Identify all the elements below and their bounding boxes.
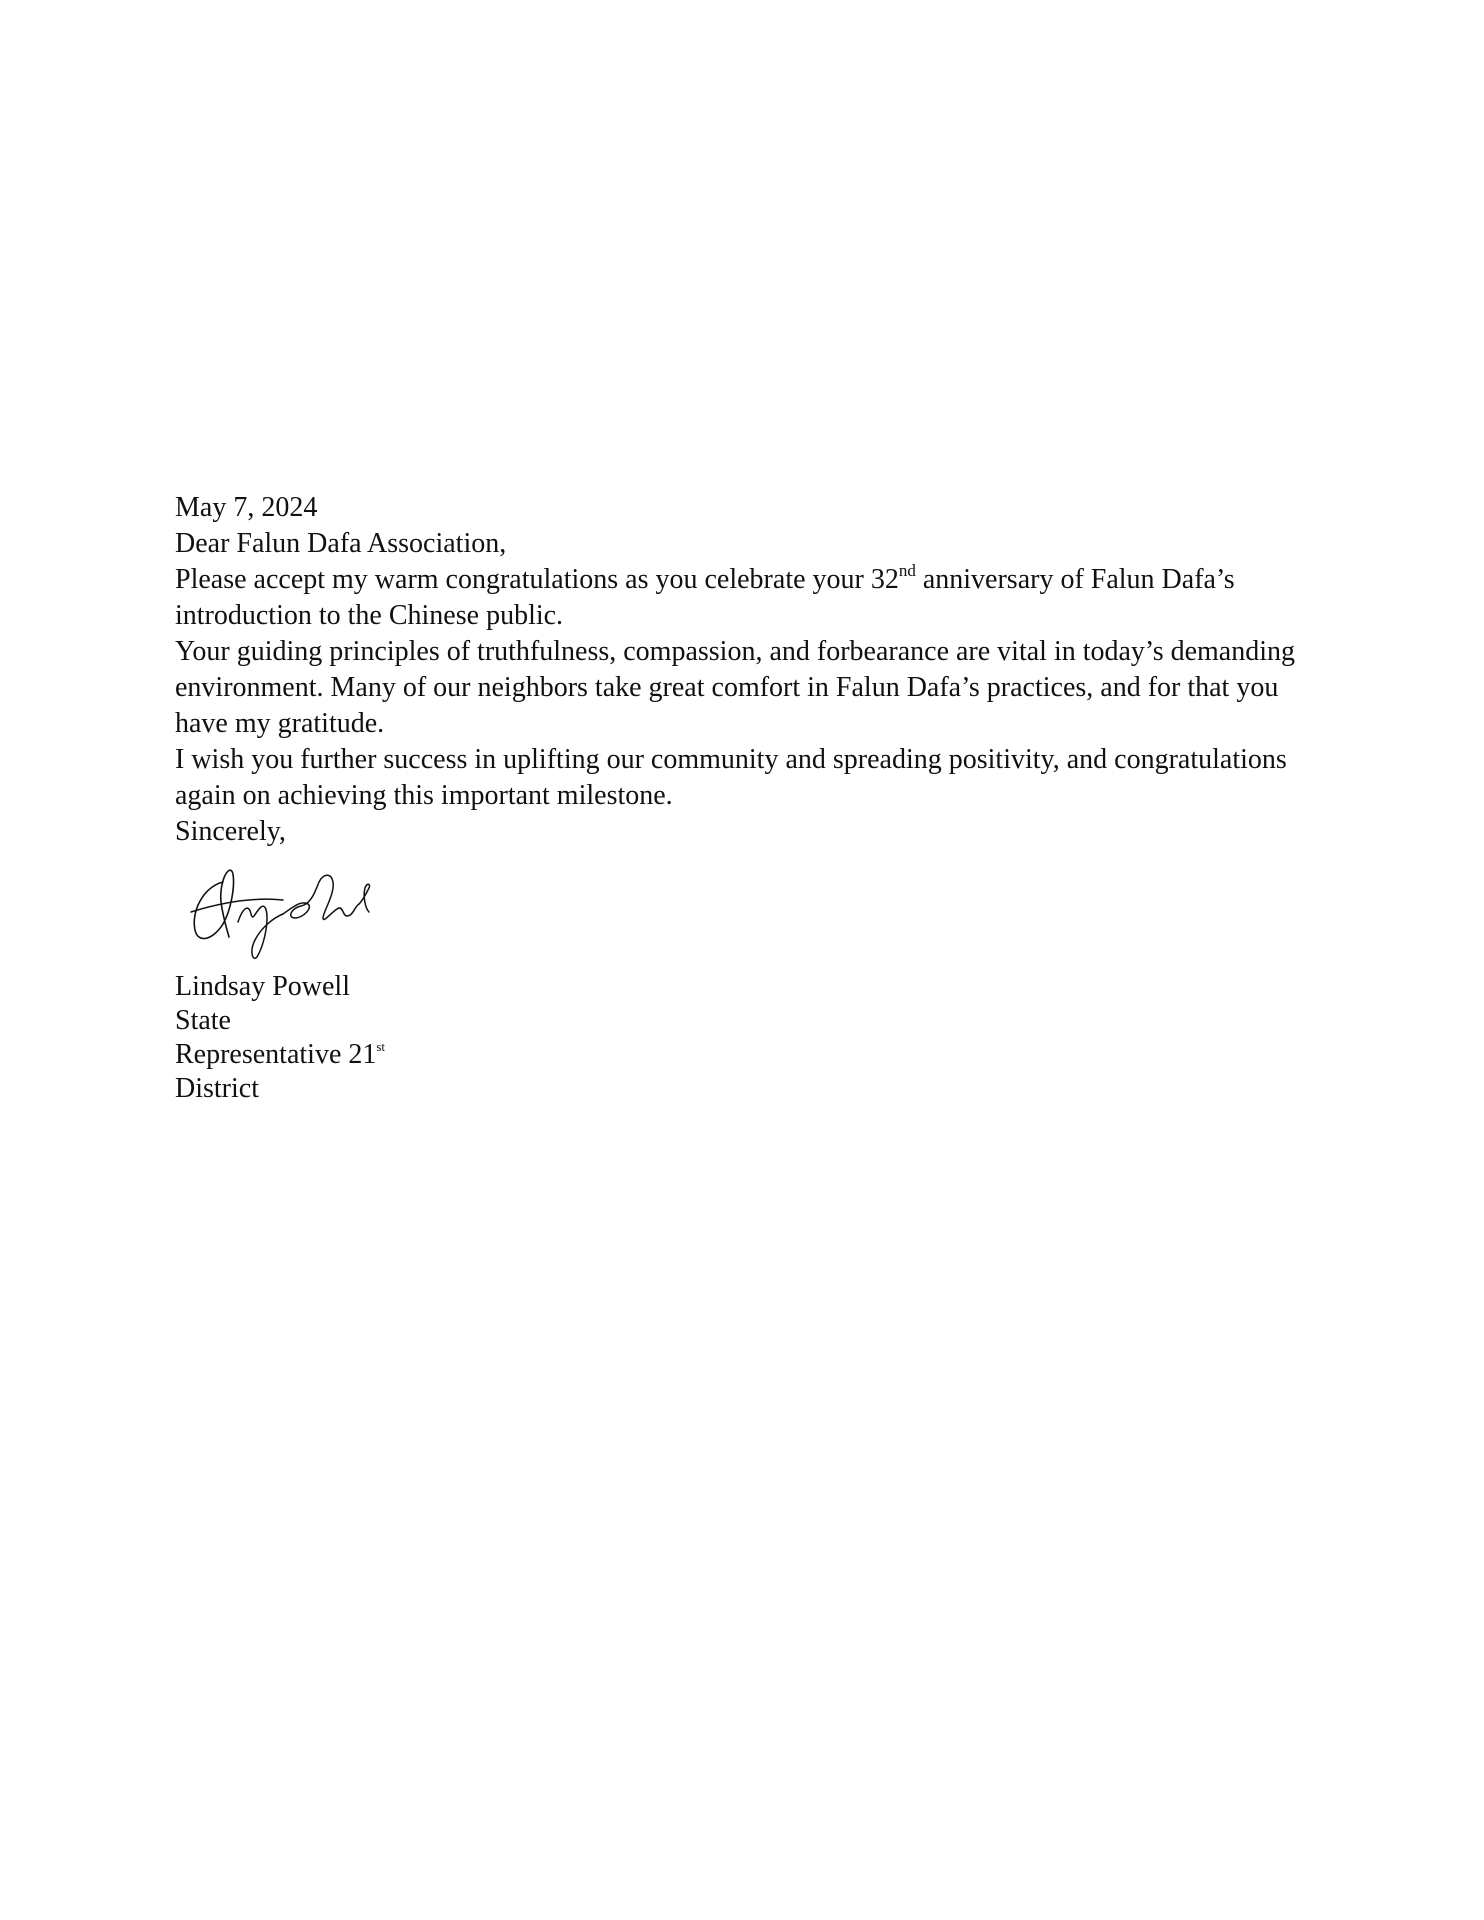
- ordinal-suffix: nd: [898, 560, 916, 580]
- paragraph-wishes: I wish you further success in uplifting our community and spreading positivity, and congratulations again on achieving this important milestone.: [175, 744, 1287, 811]
- signer-title-line-2: [175, 1038, 1315, 1072]
- signer-name: Lindsay Powell: [175, 971, 350, 1002]
- signature-block: [175, 970, 1315, 1106]
- district-ordinal-suffix: st: [376, 1038, 386, 1054]
- signer-title-line-3: District: [175, 1073, 259, 1104]
- paragraph-congratulations-start: Please accept my warm congratulations as you celebrate your 32: [175, 564, 899, 595]
- letter-closing: Sincerely,: [175, 816, 286, 847]
- letter-salutation: Dear Falun Dafa Association,: [175, 528, 507, 559]
- signer-title-line-2-text: Representative 21: [175, 1039, 377, 1070]
- paragraph-congratulations: [175, 562, 1315, 634]
- handwritten-signature: [183, 852, 423, 962]
- signer-title-line-1: State: [175, 1005, 231, 1036]
- letter-body: [175, 490, 1315, 1106]
- paragraph-principles: Your guiding principles of truthfulness, compassion, and forbearance are vital in today’s demanding environment. Many of our neighbors take great comfort in Falun Dafa’s practices, and for that you have my gratitude.: [175, 636, 1296, 739]
- paragraph-congratulations-end: anniversary of Falun Dafa’s introduction to the Chinese public.: [175, 564, 1235, 631]
- letter-date: May 7, 2024: [175, 492, 318, 523]
